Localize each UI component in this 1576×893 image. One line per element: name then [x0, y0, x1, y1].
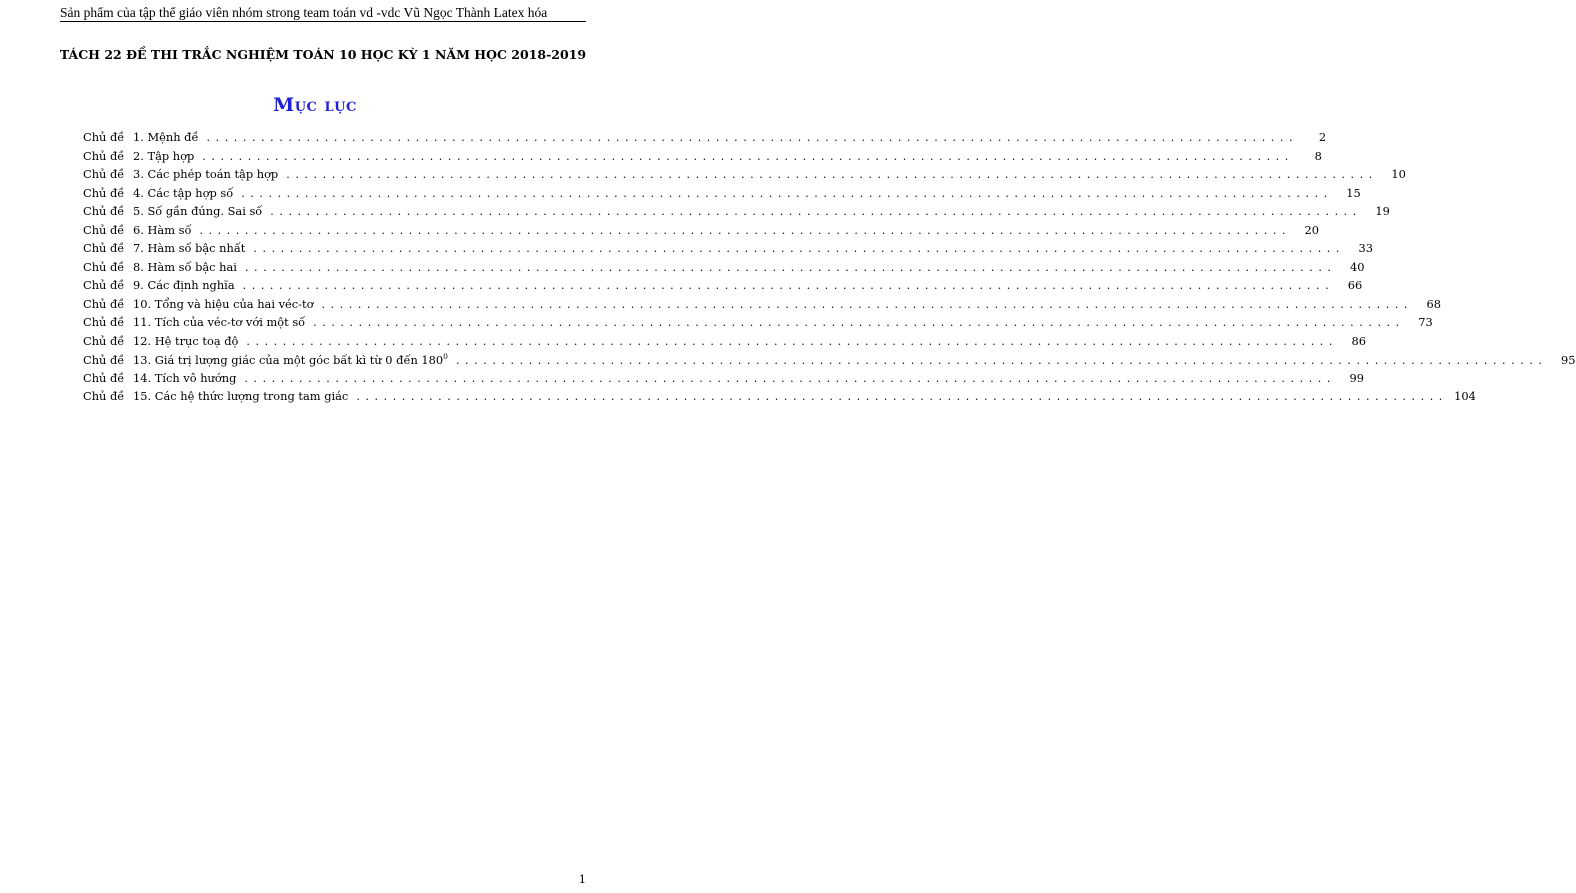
toc-entry-page: 33 [1358, 241, 1373, 255]
toc-entry-label: Chủ đề [83, 315, 125, 329]
toc-entry-page: 10 [1391, 167, 1406, 181]
running-header: Sản phẩm của tập thể giáo viên nhóm strong team toán vd -vdc Vũ Ngọc Thành Latex hóa [60, 5, 548, 20]
toc-dot-leader: ........................................................................................................................ [202, 149, 1294, 163]
toc-entry[interactable] [83, 389, 1476, 408]
toc-entry-title: 14. Tích vô hướng [133, 370, 237, 385]
toc-entry-title: 11. Tích của véc-tơ với một số [133, 315, 306, 329]
toc-entry-label: Chủ đề [83, 204, 125, 218]
toc-entry-page: 99 [1349, 370, 1364, 385]
toc-entry[interactable] [83, 148, 1322, 168]
toc-entry-label: Chủ đề [83, 333, 125, 348]
toc-entry[interactable] [83, 241, 1373, 260]
toc-entry-title: 6. Hàm số [133, 222, 192, 237]
toc-entry-page: 68 [1426, 296, 1442, 311]
toc-entry-title: 3. Các phép toán tập hợp [133, 167, 279, 181]
toc-dot-leader: ........................................................................................................................ [356, 390, 1448, 403]
toc-entry-title: 5. Số gần đúng. Sai số [133, 204, 263, 218]
document-title: TÁCH 22 ĐỀ THI TRẮC NGHIỆM TOÁN 10 HỌC KỲ 1 NĂM HỌC 2018-2019 [59, 47, 587, 62]
toc-dot-leader: ........................................................................................................................ [286, 168, 1378, 181]
toc-dot-leader: ........................................................................................................................ [246, 334, 1338, 348]
toc-entry[interactable] [83, 315, 1433, 334]
toc-entry-page: 66 [1347, 278, 1363, 292]
header-rule [60, 21, 586, 22]
toc-entry[interactable] [83, 167, 1406, 186]
toc-dot-leader: ........................................................................................................................ [313, 316, 1405, 329]
toc-entry-title: 8. Hàm số bậc hai [133, 259, 237, 274]
toc-entry[interactable] [83, 185, 1361, 205]
toc-entry[interactable] [83, 204, 1390, 223]
toc-entry-title: 1. Mệnh đề [133, 130, 199, 144]
toc-entry-title: 15. Các hệ thức lượng trong tam giác [133, 389, 349, 403]
toc-dot-leader: ........................................................................................................................ [455, 354, 1548, 367]
toc-entry-label: Chủ đề [83, 278, 125, 292]
toc-entry-page: 86 [1351, 333, 1366, 348]
toc-dot-leader: ........................................................................................................................ [321, 297, 1414, 311]
toc-entry[interactable] [83, 352, 1576, 371]
toc-entry-title: 7. Hàm số bậc nhất [133, 241, 246, 255]
toc-entry-page: 73 [1418, 315, 1433, 329]
toc-entry-label: Chủ đề [83, 241, 125, 255]
page-number: 1 [578, 872, 586, 886]
toc-entry-label: Chủ đề [83, 222, 125, 237]
toc-entry[interactable] [83, 333, 1366, 353]
toc-entry-title: 2. Tập hợp [133, 148, 195, 163]
toc-entry[interactable] [83, 259, 1365, 279]
toc-entry-label: Chủ đề [83, 259, 125, 274]
toc-entry-label: Chủ đề [83, 296, 125, 311]
toc-dot-leader: ........................................................................................................................ [199, 223, 1292, 237]
toc-entry-page: 95 [1561, 353, 1576, 367]
toc-entry-superscript: 0 [443, 352, 448, 361]
table-of-contents [83, 130, 1576, 408]
toc-entry-page: 15 [1346, 185, 1361, 200]
toc-entry-title: 13. Giá trị lượng giác của một góc bất kì từ 0 đến $180^0$ [133, 352, 448, 367]
toc-entry[interactable] [83, 130, 1327, 149]
toc-dot-leader: ........................................................................................................................ [244, 260, 1337, 274]
toc-entry-page: 40 [1350, 259, 1365, 274]
toc-entry-title: 4. Các tập hợp số [133, 185, 234, 200]
toc-entry-label: Chủ đề [83, 185, 125, 200]
toc-entry[interactable] [83, 278, 1363, 297]
toc-entry-page: 8 [1314, 148, 1322, 163]
toc-entry-title: 9. Các định nghĩa [133, 278, 235, 292]
toc-entry-label: Chủ đề [83, 389, 125, 403]
toc-entry-label: Chủ đề [83, 167, 125, 181]
toc-entry-page: 20 [1304, 222, 1320, 237]
toc-dot-leader: ........................................................................................................................ [253, 242, 1345, 255]
toc-dot-leader: ........................................................................................................................ [244, 371, 1336, 385]
toc-entry-label: Chủ đề [83, 353, 125, 367]
toc-entry[interactable] [83, 370, 1364, 390]
toc-entry-label: Chủ đề [83, 370, 125, 385]
toc-entry-title: 12. Hệ trục toạ độ [133, 333, 239, 348]
toc-dot-leader: ........................................................................................................................ [270, 205, 1362, 218]
toc-entry-page: 104 [1454, 389, 1476, 403]
toc-entry[interactable] [83, 222, 1320, 242]
toc-entry-title: 10. Tổng và hiệu của hai véc-tơ [133, 296, 314, 311]
toc-entry-page: 19 [1375, 204, 1390, 218]
toc-dot-leader: ........................................................................................................................ [242, 279, 1335, 292]
toc-dot-leader: ........................................................................................................................ [241, 186, 1333, 200]
toc-dot-leader: ........................................................................................................................ [206, 131, 1299, 144]
toc-entry-label: Chủ đề [83, 130, 125, 144]
toc-heading: Mục lục [273, 94, 357, 116]
toc-entry[interactable] [83, 296, 1442, 316]
toc-entry-label: Chủ đề [83, 148, 125, 163]
toc-entry-page: 2 [1318, 130, 1327, 144]
